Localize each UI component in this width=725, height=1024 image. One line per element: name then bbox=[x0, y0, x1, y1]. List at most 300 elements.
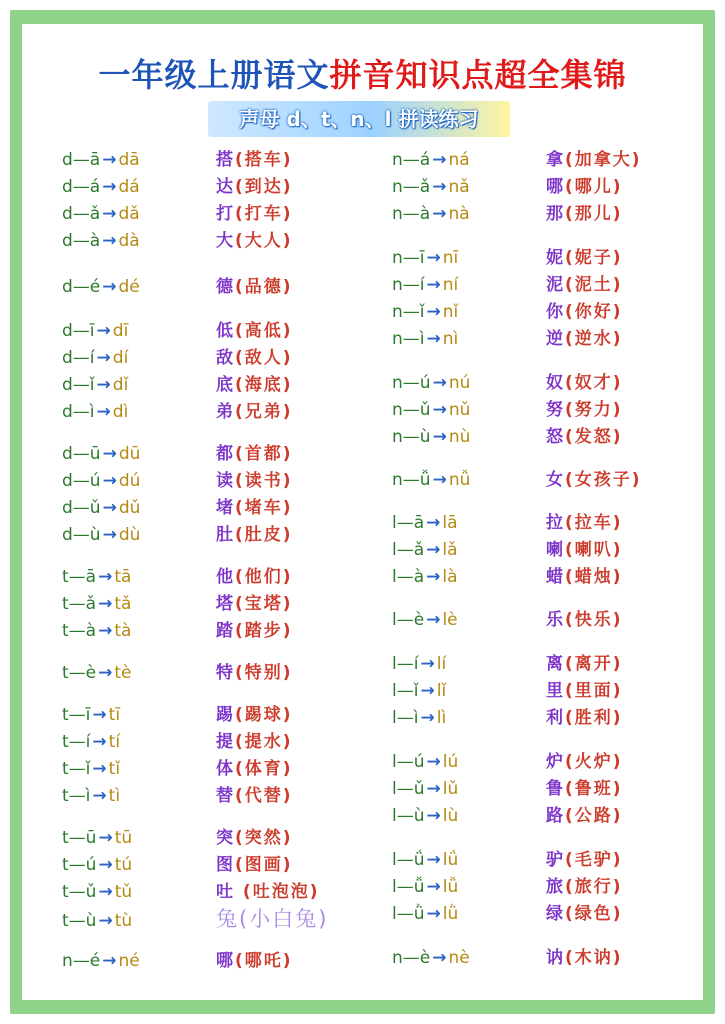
dash: — bbox=[68, 567, 86, 587]
pinyin-row bbox=[392, 397, 623, 423]
dash: — bbox=[402, 329, 420, 349]
initial-letter: t bbox=[62, 594, 69, 614]
example-phrase: (海底) bbox=[235, 375, 293, 395]
final-with-tone: ì bbox=[419, 329, 425, 349]
arrow-icon: → bbox=[426, 610, 441, 630]
initial-letter: l bbox=[392, 610, 397, 630]
pinyin-row bbox=[392, 370, 623, 396]
initial-letter: n bbox=[392, 204, 403, 224]
example-word bbox=[216, 399, 293, 425]
dash: — bbox=[396, 610, 414, 630]
arrow-icon: → bbox=[426, 329, 441, 349]
spelling-formula bbox=[62, 345, 212, 371]
dash: — bbox=[402, 427, 420, 447]
example-word bbox=[216, 495, 293, 521]
syllable: tā bbox=[114, 567, 132, 587]
arrow-icon: → bbox=[426, 752, 441, 772]
final-with-tone: ǚ bbox=[413, 877, 425, 897]
arrow-icon: → bbox=[420, 708, 435, 728]
arrow-icon: → bbox=[426, 513, 441, 533]
example-phrase: (高低) bbox=[235, 321, 293, 341]
final-with-tone: ú bbox=[89, 471, 101, 491]
spelling-formula bbox=[62, 852, 212, 878]
syllable: nǐ bbox=[442, 302, 459, 322]
dash: — bbox=[72, 375, 90, 395]
hanzi-character: 弟 bbox=[216, 402, 235, 422]
example-phrase: (毛驴) bbox=[565, 850, 623, 870]
hanzi-character: 乐 bbox=[546, 610, 565, 630]
example-word bbox=[216, 201, 293, 227]
syllable: dà bbox=[118, 231, 140, 251]
example-word bbox=[546, 537, 623, 563]
spelling-formula bbox=[62, 174, 212, 200]
dash: — bbox=[396, 877, 414, 897]
pinyin-row bbox=[392, 174, 623, 200]
example-word bbox=[216, 591, 293, 617]
arrow-icon: → bbox=[426, 275, 441, 295]
initial-letter: d bbox=[62, 348, 73, 368]
pinyin-row bbox=[392, 776, 623, 802]
example-phrase: (加拿大) bbox=[565, 150, 642, 170]
final-with-tone: ū bbox=[89, 444, 101, 464]
syllable: nī bbox=[442, 248, 459, 268]
final-with-tone: à bbox=[413, 567, 425, 587]
example-word bbox=[216, 522, 293, 548]
pinyin-row bbox=[62, 174, 293, 200]
pinyin-row bbox=[392, 874, 623, 900]
example-phrase: (公路) bbox=[565, 806, 623, 826]
dash: — bbox=[68, 828, 86, 848]
syllable: lǎ bbox=[442, 540, 458, 560]
final-with-tone: ì bbox=[85, 786, 91, 806]
arrow-icon: → bbox=[432, 204, 447, 224]
title-part-2: 拼音知识点超全集锦 bbox=[329, 56, 627, 94]
dash: — bbox=[68, 705, 86, 725]
initial-letter: n bbox=[392, 150, 403, 170]
arrow-icon: → bbox=[420, 681, 435, 701]
example-word bbox=[216, 852, 293, 878]
example-word bbox=[216, 468, 293, 494]
example-phrase: (木讷) bbox=[565, 948, 623, 968]
initial-letter: d bbox=[62, 498, 73, 518]
initial-letter: t bbox=[62, 732, 69, 752]
example-phrase: (快乐) bbox=[565, 610, 623, 630]
example-phrase: (火炉) bbox=[565, 752, 623, 772]
arrow-icon: → bbox=[432, 470, 447, 490]
title-part-1: 一年级上册语文 bbox=[98, 56, 330, 94]
spelling-formula bbox=[62, 729, 212, 755]
pinyin-row bbox=[392, 245, 623, 271]
example-word bbox=[546, 901, 623, 927]
final-with-tone: ǘ bbox=[413, 850, 425, 870]
final-with-tone: ā bbox=[413, 513, 425, 533]
dash: — bbox=[68, 621, 86, 641]
spelling-formula bbox=[392, 326, 542, 352]
spelling-formula bbox=[62, 399, 212, 425]
example-word bbox=[546, 749, 623, 775]
hanzi-character: 低 bbox=[216, 321, 235, 341]
arrow-icon: → bbox=[98, 621, 113, 641]
subtitle-banner: 声母 d、t、n、l 拼读练习 bbox=[208, 101, 510, 137]
example-word bbox=[546, 201, 623, 227]
arrow-icon: → bbox=[426, 904, 441, 924]
hanzi-character: 他 bbox=[216, 567, 235, 587]
hanzi-character: 哪 bbox=[546, 177, 565, 197]
initial-letter: d bbox=[62, 471, 73, 491]
example-phrase: (胜利) bbox=[565, 708, 623, 728]
initial-letter: n bbox=[392, 248, 403, 268]
syllable: là bbox=[442, 567, 458, 587]
spelling-formula bbox=[392, 537, 542, 563]
initial-letter: n bbox=[392, 948, 403, 968]
pinyin-row bbox=[62, 274, 293, 300]
initial-letter: n bbox=[392, 329, 403, 349]
arrow-icon: → bbox=[102, 204, 117, 224]
initial-letter: n bbox=[392, 470, 403, 490]
spelling-formula bbox=[392, 147, 542, 173]
spelling-formula bbox=[62, 564, 212, 590]
spelling-formula bbox=[62, 783, 212, 809]
example-word bbox=[546, 651, 623, 677]
arrow-icon: → bbox=[98, 882, 113, 902]
hanzi-character: 旅 bbox=[546, 877, 565, 897]
arrow-icon: → bbox=[98, 855, 113, 875]
dash: — bbox=[402, 275, 420, 295]
spelling-formula bbox=[62, 756, 212, 782]
syllable: dī bbox=[112, 321, 129, 341]
example-phrase: (吐泡泡) bbox=[235, 882, 320, 902]
hanzi-character: 突 bbox=[216, 828, 235, 848]
final-with-tone: ǔ bbox=[413, 779, 425, 799]
initial-letter: l bbox=[392, 850, 397, 870]
final-with-tone: ù bbox=[413, 806, 425, 826]
spelling-formula bbox=[62, 908, 212, 934]
syllable: lǔ bbox=[442, 779, 459, 799]
pinyin-row bbox=[62, 783, 293, 809]
syllable: dá bbox=[118, 177, 140, 197]
dash: — bbox=[402, 150, 420, 170]
syllable: nè bbox=[448, 948, 470, 968]
spelling-formula bbox=[392, 424, 542, 450]
spelling-formula bbox=[62, 660, 212, 686]
syllable: tǎ bbox=[114, 594, 132, 614]
final-with-tone: ù bbox=[419, 427, 431, 447]
hanzi-character: 驴 bbox=[546, 850, 565, 870]
example-word bbox=[546, 874, 623, 900]
dash: — bbox=[72, 231, 90, 251]
pinyin-row bbox=[62, 879, 319, 905]
example-word bbox=[216, 906, 328, 934]
dash: — bbox=[68, 594, 86, 614]
example-word bbox=[216, 345, 293, 371]
dash: — bbox=[396, 779, 414, 799]
final-with-tone: á bbox=[419, 150, 431, 170]
example-word bbox=[546, 245, 623, 271]
final-with-tone: ǜ bbox=[413, 904, 425, 924]
example-phrase: (女孩子) bbox=[565, 470, 642, 490]
dash: — bbox=[396, 708, 414, 728]
dash: — bbox=[396, 540, 414, 560]
pinyin-row bbox=[62, 756, 293, 782]
pinyin-row bbox=[62, 948, 293, 974]
example-word bbox=[216, 660, 293, 686]
example-word bbox=[216, 756, 293, 782]
syllable: lǚ bbox=[442, 877, 459, 897]
final-with-tone: í bbox=[89, 348, 95, 368]
example-word bbox=[216, 729, 293, 755]
hanzi-character: 兔 bbox=[216, 907, 239, 931]
example-word bbox=[546, 397, 623, 423]
arrow-icon: → bbox=[432, 400, 447, 420]
example-phrase: (体育) bbox=[235, 759, 293, 779]
initial-letter: n bbox=[392, 427, 403, 447]
pinyin-row bbox=[392, 326, 623, 352]
arrow-icon: → bbox=[426, 877, 441, 897]
example-word bbox=[216, 174, 293, 200]
hanzi-character: 女 bbox=[546, 470, 565, 490]
final-with-tone: ǐ bbox=[89, 375, 95, 395]
dash: — bbox=[402, 302, 420, 322]
arrow-icon: → bbox=[432, 948, 447, 968]
hanzi-character: 提 bbox=[216, 732, 235, 752]
example-phrase: (泥土) bbox=[565, 275, 623, 295]
initial-letter: t bbox=[62, 705, 69, 725]
spelling-formula bbox=[62, 702, 212, 728]
example-word bbox=[546, 564, 623, 590]
example-phrase: (发怒) bbox=[565, 427, 623, 447]
syllable: lā bbox=[442, 513, 458, 533]
dash: — bbox=[68, 882, 86, 902]
hanzi-character: 绿 bbox=[546, 904, 565, 924]
pinyin-row bbox=[392, 803, 623, 829]
arrow-icon: → bbox=[92, 705, 107, 725]
spelling-formula bbox=[62, 228, 212, 254]
syllable: tà bbox=[114, 621, 132, 641]
spelling-formula bbox=[392, 245, 542, 271]
hanzi-character: 踢 bbox=[216, 705, 235, 725]
hanzi-character: 肚 bbox=[216, 525, 235, 545]
pinyin-row bbox=[392, 607, 623, 633]
hanzi-character: 图 bbox=[216, 855, 235, 875]
spelling-formula bbox=[392, 705, 542, 731]
syllable: ná bbox=[448, 150, 470, 170]
pinyin-row bbox=[392, 272, 623, 298]
syllable: lǐ bbox=[436, 681, 447, 701]
hanzi-character: 利 bbox=[546, 708, 565, 728]
final-with-tone: ū bbox=[85, 828, 97, 848]
arrow-icon: → bbox=[426, 850, 441, 870]
arrow-icon: → bbox=[432, 373, 447, 393]
hanzi-character: 替 bbox=[216, 786, 235, 806]
arrow-icon: → bbox=[426, 806, 441, 826]
initial-letter: l bbox=[392, 513, 397, 533]
spelling-formula bbox=[392, 272, 542, 298]
example-phrase: (你好) bbox=[565, 302, 623, 322]
syllable: tù bbox=[114, 911, 133, 931]
example-word bbox=[216, 564, 293, 590]
pinyin-row bbox=[62, 852, 293, 878]
initial-letter: t bbox=[62, 828, 69, 848]
final-with-tone: ǐ bbox=[85, 759, 91, 779]
arrow-icon: → bbox=[98, 594, 113, 614]
example-phrase: (旅行) bbox=[565, 877, 623, 897]
pinyin-row bbox=[62, 441, 293, 467]
initial-letter: l bbox=[392, 806, 397, 826]
initial-letter: t bbox=[62, 759, 69, 779]
dash: — bbox=[396, 567, 414, 587]
final-with-tone: ì bbox=[89, 402, 95, 422]
arrow-icon: → bbox=[426, 540, 441, 560]
arrow-icon: → bbox=[102, 444, 117, 464]
pinyin-row bbox=[62, 591, 293, 617]
dash: — bbox=[396, 654, 414, 674]
pinyin-row bbox=[392, 424, 623, 450]
spelling-formula bbox=[392, 397, 542, 423]
dash: — bbox=[72, 951, 90, 971]
dash: — bbox=[396, 850, 414, 870]
initial-letter: l bbox=[392, 779, 397, 799]
arrow-icon: → bbox=[102, 177, 117, 197]
spelling-formula bbox=[392, 510, 542, 536]
syllable: lǘ bbox=[442, 850, 459, 870]
example-word bbox=[216, 948, 293, 974]
spelling-formula bbox=[392, 678, 542, 704]
syllable: tī bbox=[108, 705, 121, 725]
dash: — bbox=[72, 498, 90, 518]
arrow-icon: → bbox=[102, 498, 117, 518]
hanzi-character: 底 bbox=[216, 375, 235, 395]
hanzi-character: 拿 bbox=[546, 150, 565, 170]
dash: — bbox=[402, 204, 420, 224]
dash: — bbox=[402, 248, 420, 268]
example-phrase: (特别) bbox=[235, 663, 293, 683]
example-phrase: (大人) bbox=[235, 231, 293, 251]
pinyin-row bbox=[392, 201, 623, 227]
example-phrase: (鲁班) bbox=[565, 779, 623, 799]
spelling-formula bbox=[392, 847, 542, 873]
final-with-tone: ǎ bbox=[85, 594, 97, 614]
pinyin-row bbox=[62, 372, 293, 398]
pinyin-row bbox=[62, 729, 293, 755]
final-with-tone: í bbox=[419, 275, 425, 295]
arrow-icon: → bbox=[432, 150, 447, 170]
hanzi-character: 德 bbox=[216, 277, 235, 297]
example-phrase: (兄弟) bbox=[235, 402, 293, 422]
pinyin-row bbox=[392, 651, 623, 677]
example-word bbox=[546, 847, 623, 873]
final-with-tone: ā bbox=[89, 150, 101, 170]
pinyin-row bbox=[62, 906, 328, 932]
syllable: tí bbox=[108, 732, 121, 752]
example-word bbox=[546, 803, 623, 829]
example-phrase: (那儿) bbox=[565, 204, 623, 224]
spelling-formula bbox=[62, 495, 212, 521]
initial-letter: n bbox=[62, 951, 73, 971]
hanzi-character: 努 bbox=[546, 400, 565, 420]
pinyin-row bbox=[62, 345, 293, 371]
hanzi-character: 吐 bbox=[216, 882, 235, 902]
final-with-tone: è bbox=[419, 948, 431, 968]
initial-letter: t bbox=[62, 882, 69, 902]
example-phrase: (首都) bbox=[235, 444, 293, 464]
dash: — bbox=[68, 786, 86, 806]
example-word bbox=[546, 776, 623, 802]
arrow-icon: → bbox=[102, 471, 117, 491]
spelling-formula bbox=[392, 776, 542, 802]
final-with-tone: ā bbox=[85, 567, 97, 587]
arrow-icon: → bbox=[98, 663, 113, 683]
example-phrase: (品德) bbox=[235, 277, 293, 297]
dash: — bbox=[402, 948, 420, 968]
example-phrase: (离开) bbox=[565, 654, 623, 674]
arrow-icon: → bbox=[98, 911, 113, 931]
initial-letter: l bbox=[392, 681, 397, 701]
example-phrase: (堵车) bbox=[235, 498, 293, 518]
example-phrase: (到达) bbox=[235, 177, 293, 197]
pinyin-row bbox=[392, 537, 623, 563]
spelling-formula bbox=[392, 370, 542, 396]
example-phrase: (哪吒) bbox=[235, 951, 293, 971]
arrow-icon: → bbox=[102, 277, 117, 297]
dash: — bbox=[68, 911, 86, 931]
example-word bbox=[216, 879, 319, 905]
arrow-icon: → bbox=[102, 231, 117, 251]
arrow-icon: → bbox=[426, 567, 441, 587]
initial-letter: l bbox=[392, 877, 397, 897]
hanzi-character: 打 bbox=[216, 204, 235, 224]
dash: — bbox=[72, 525, 90, 545]
initial-letter: t bbox=[62, 567, 69, 587]
pinyin-row bbox=[62, 399, 293, 425]
initial-letter: d bbox=[62, 231, 73, 251]
spelling-formula bbox=[62, 879, 212, 905]
example-phrase: (宝塔) bbox=[235, 594, 293, 614]
hanzi-character: 体 bbox=[216, 759, 235, 779]
example-phrase: (逆水) bbox=[565, 329, 623, 349]
dash: — bbox=[402, 373, 420, 393]
pinyin-row bbox=[62, 825, 293, 851]
final-with-tone: ī bbox=[419, 248, 425, 268]
spelling-formula bbox=[392, 874, 542, 900]
syllable: lì bbox=[436, 708, 447, 728]
dash: — bbox=[72, 471, 90, 491]
hanzi-character: 奴 bbox=[546, 373, 565, 393]
final-with-tone: à bbox=[419, 204, 431, 224]
arrow-icon: → bbox=[102, 150, 117, 170]
pinyin-row bbox=[392, 147, 642, 173]
pinyin-row bbox=[392, 945, 623, 971]
syllable: lè bbox=[442, 610, 458, 630]
spelling-formula bbox=[392, 299, 542, 325]
spelling-formula bbox=[62, 618, 212, 644]
hanzi-character: 离 bbox=[546, 654, 565, 674]
pinyin-row bbox=[62, 201, 293, 227]
spelling-formula bbox=[62, 201, 212, 227]
dash: — bbox=[68, 663, 86, 683]
example-word bbox=[546, 272, 623, 298]
syllable: lǜ bbox=[442, 904, 459, 924]
example-word bbox=[216, 441, 293, 467]
spelling-formula bbox=[392, 651, 542, 677]
spelling-formula bbox=[62, 591, 212, 617]
arrow-icon: → bbox=[426, 779, 441, 799]
syllable: dù bbox=[118, 525, 141, 545]
example-word bbox=[546, 147, 642, 173]
final-with-tone: ǎ bbox=[89, 204, 101, 224]
hanzi-character: 泥 bbox=[546, 275, 565, 295]
spelling-formula bbox=[62, 441, 212, 467]
arrow-icon: → bbox=[420, 654, 435, 674]
